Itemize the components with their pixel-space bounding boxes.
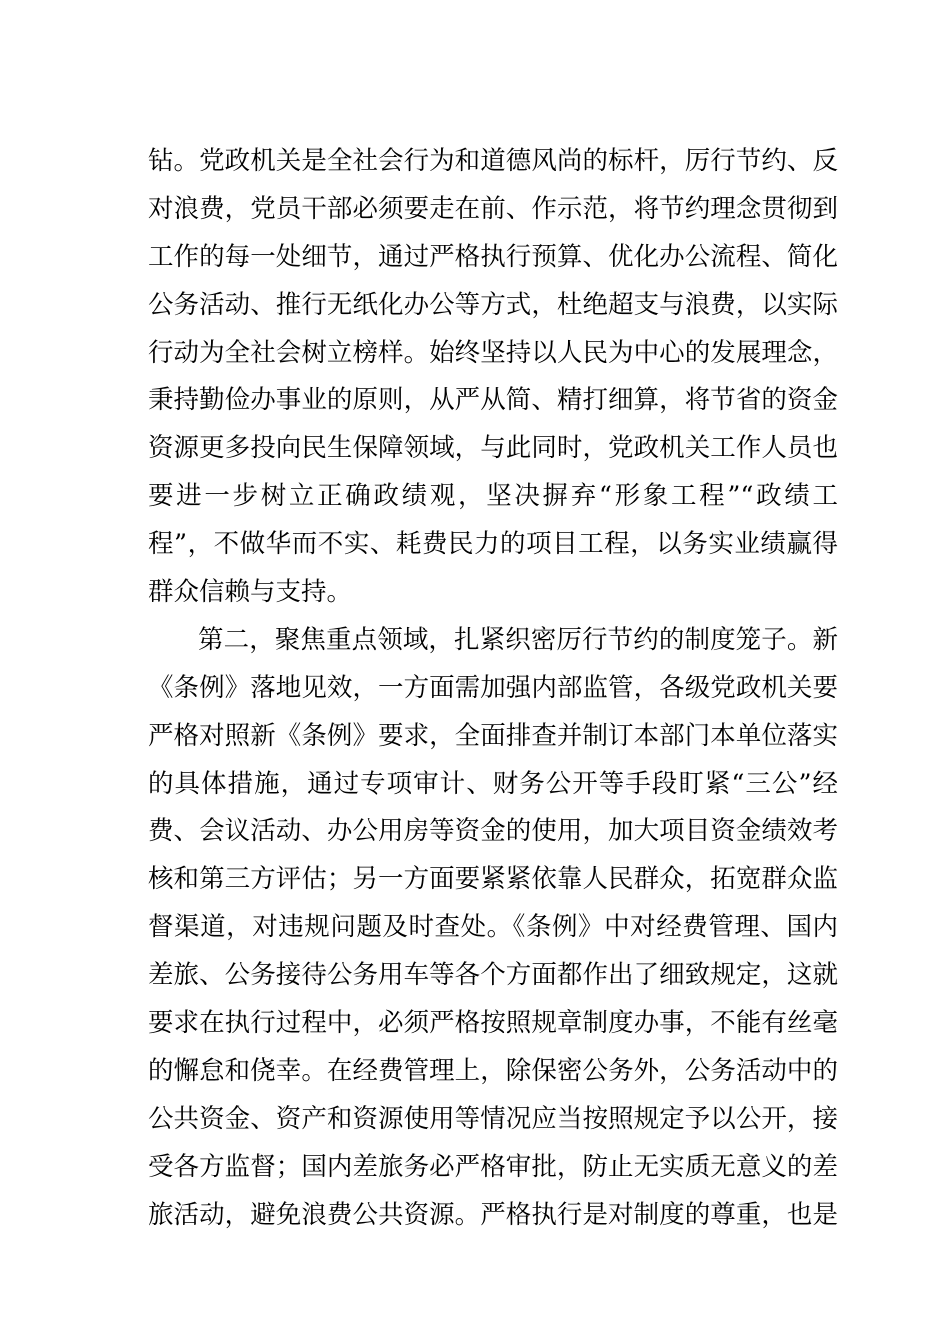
paragraph-1-line-4: 公务活动、推行无纸化办公等方式，杜绝超支与浪费，以实际: [148, 289, 838, 320]
paragraph-1-line-8: 要进一步树立正确政绩观，坚决摒弃“形象工程”“政绩工: [148, 481, 838, 512]
paragraph-1-line-5: 行动为全社会树立榜样。始终坚持以人民为中心的发展理念，: [148, 337, 838, 368]
paragraph-2-line-12: 受各方监督；国内差旅务必严格审批，防止无实质无意义的差: [148, 1151, 838, 1182]
paragraph-1-line-7: 资源更多投向民生保障领域，与此同时，党政机关工作人员也: [148, 433, 838, 464]
paragraph-2-line-3: 严格对照新《条例》要求，全面排查并制订本部门本单位落实: [148, 720, 838, 751]
paragraph-2-line-9: 要求在执行过程中，必须严格按照规章制度办事，不能有丝毫: [148, 1008, 838, 1039]
paragraph-1-line-6: 秉持勤俭办事业的原则，从严从简、精打细算，将节省的资金: [148, 385, 838, 416]
paragraph-1-line-2: 对浪费，党员干部必须要走在前、作示范，将节约理念贯彻到: [148, 193, 838, 224]
paragraph-2-line-6: 核和第三方评估；另一方面要紧紧依靠人民群众，拓宽群众监: [148, 864, 838, 895]
paragraph-2-line-2: 《条例》落地见效，一方面需加强内部监管，各级党政机关要: [148, 672, 838, 703]
paragraph-1-line-9: 程”，不做华而不实、耗费民力的项目工程，以务实业绩赢得: [148, 529, 838, 560]
paragraph-1-line-1: 钻。党政机关是全社会行为和道德风尚的标杆，厉行节约、反: [148, 146, 838, 176]
paragraph-1-line-3: 工作的每一处细节，通过严格执行预算、优化办公流程、简化: [148, 241, 838, 272]
paragraph-2-line-1: 第二，聚焦重点领域，扎紧织密厉行节约的制度笼子。新: [198, 624, 838, 655]
paragraph-2-line-7: 督渠道，对违规问题及时查处。《条例》中对经费管理、国内: [148, 912, 838, 943]
paragraph-1-line-10: 群众信赖与支持。: [148, 577, 353, 608]
paragraph-2-line-8: 差旅、公务接待公务用车等各个方面都作出了细致规定，这就: [148, 960, 838, 991]
paragraph-2-line-5: 费、会议活动、办公用房等资金的使用，加大项目资金绩效考: [148, 816, 838, 847]
paragraph-2-line-4: 的具体措施，通过专项审计、财务公开等手段盯紧“三公”经: [148, 768, 838, 799]
paragraph-2-line-11: 公共资金、资产和资源使用等情况应当按照规定予以公开，接: [148, 1103, 838, 1134]
paragraph-2-line-13: 旅活动，避免浪费公共资源。严格执行是对制度的尊重，也是: [148, 1199, 838, 1230]
document-body: [148, 138, 838, 1239]
paragraph-2-line-10: 的懈怠和侥幸。在经费管理上，除保密公务外，公务活动中的: [148, 1055, 838, 1086]
